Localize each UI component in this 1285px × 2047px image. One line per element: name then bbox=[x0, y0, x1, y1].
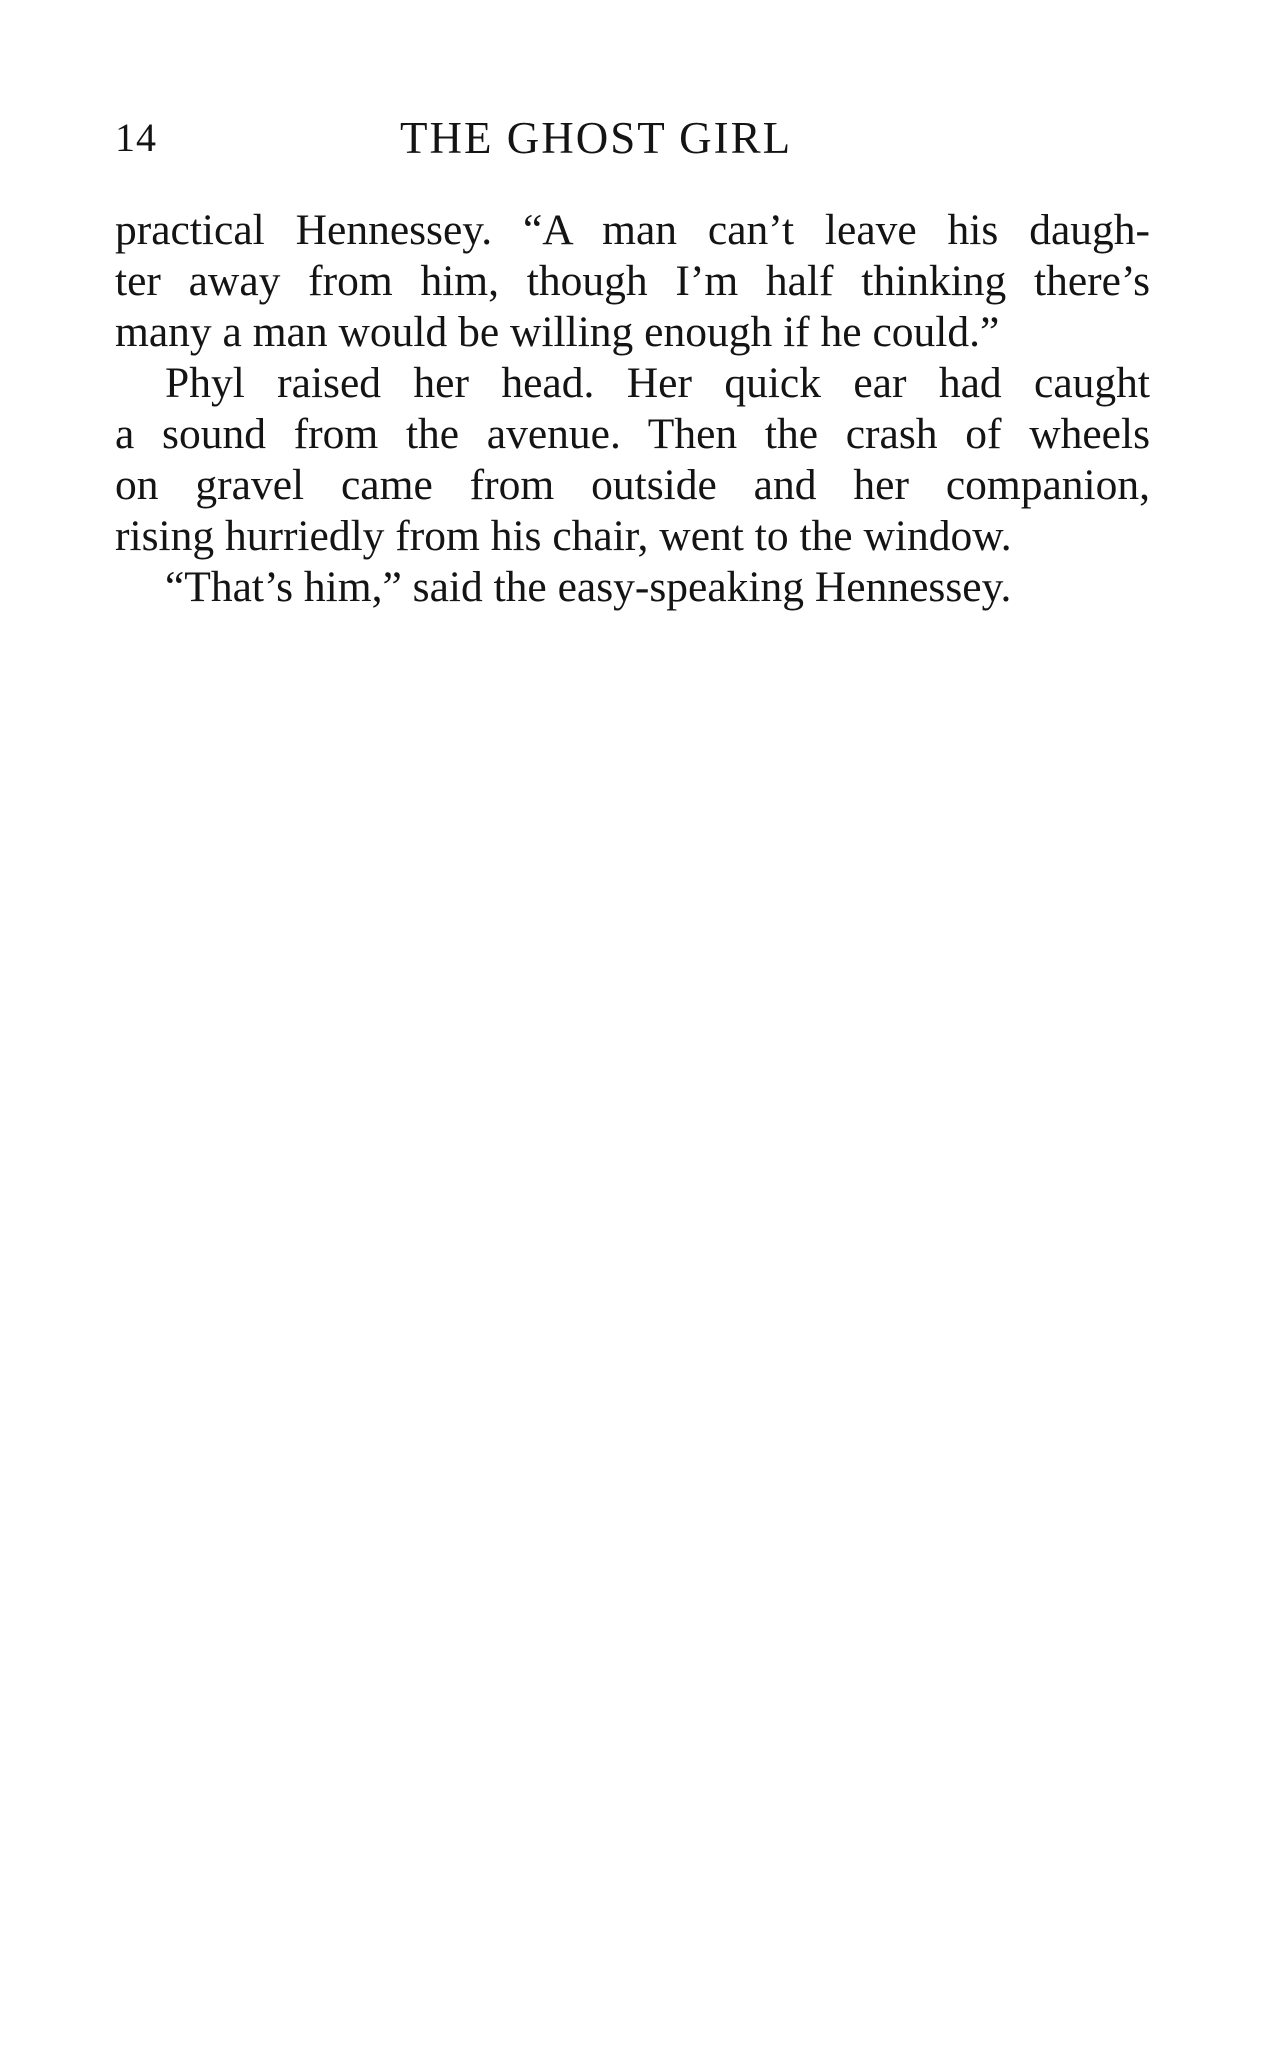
body-text bbox=[115, 205, 1150, 613]
text-line: on gravel came from outside and her companion, bbox=[115, 461, 1150, 509]
text-line: many a man would be willing enough if he could.” bbox=[115, 308, 1000, 356]
text-line: “That’s him,” said the easy-speaking Hennessey. bbox=[165, 563, 1012, 611]
text-line: practical Hennessey. “A man can’t leave his daugh- bbox=[115, 206, 1150, 254]
text-line: rising hurriedly from his chair, went to the window. bbox=[115, 512, 1012, 560]
page-number: 14 bbox=[115, 115, 157, 160]
text-line: ter away from him, though I’m half thinking there’s bbox=[115, 257, 1150, 305]
running-head bbox=[115, 108, 1150, 168]
running-title: THE GHOST GIRL bbox=[400, 113, 793, 163]
text-line: a sound from the avenue. Then the crash of wheels bbox=[115, 410, 1150, 458]
text-line: Phyl raised her head. Her quick ear had caught bbox=[165, 359, 1150, 407]
